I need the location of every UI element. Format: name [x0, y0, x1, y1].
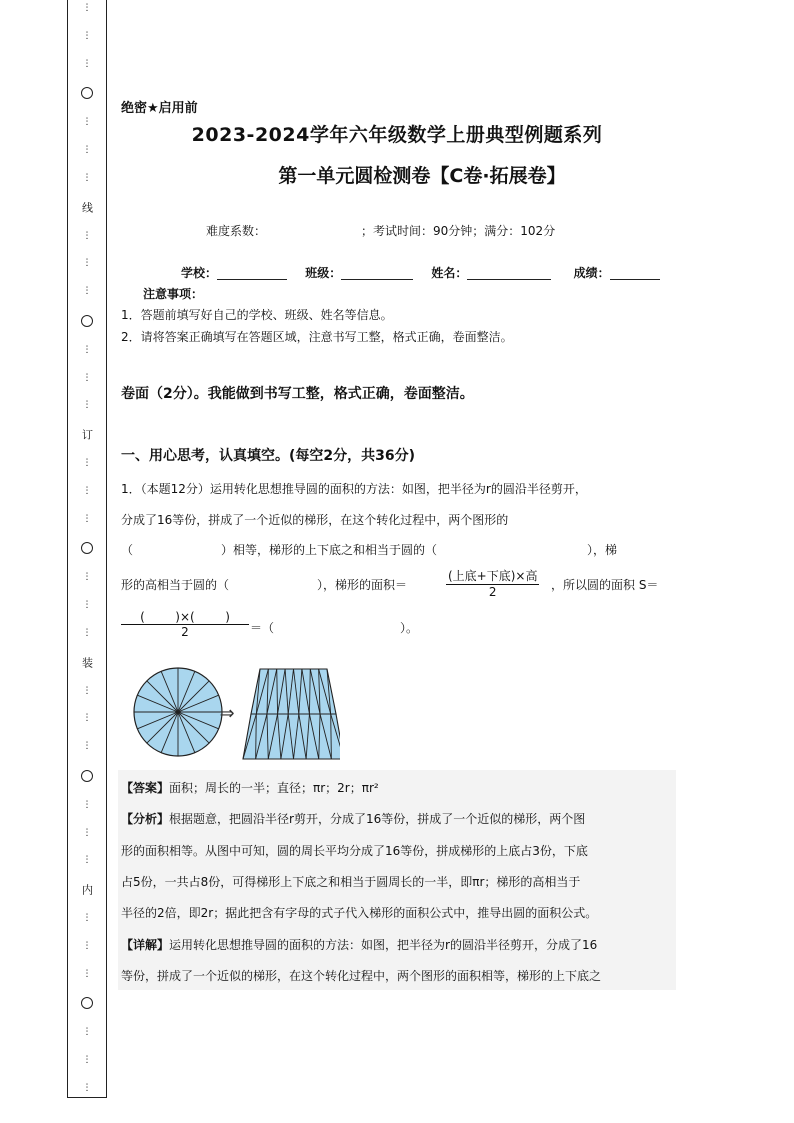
school-blank[interactable]	[217, 266, 287, 280]
binding-dots: ⋮	[82, 968, 92, 979]
section1-heading: 一、用心思考，认真填空。(每空2分，共36分)	[121, 448, 416, 464]
binding-dots: ⋮	[82, 230, 92, 241]
binding-dots: ⋮	[82, 258, 92, 269]
analysis-line: 占5份，一共占8份，可得梯形上下底之和相当于圆周长的一半，即πr；梯形的高相当于	[121, 875, 581, 889]
binding-dots: ⋮	[82, 372, 92, 383]
detail-label: 【详解】	[121, 938, 170, 952]
binding-dots: ⋮	[82, 741, 92, 752]
class-label: 班级：	[305, 266, 342, 280]
fraction-denominator: 2	[181, 625, 189, 639]
binding-dots: ⋮	[82, 117, 92, 128]
analysis-line: 形的面积相等。从图中可知，圆的周长平均分成了16等份，拼成梯形的上底占3份，下底	[121, 844, 588, 858]
binding-dots: ⋮	[82, 913, 92, 923]
question1-line1: 1．（本题12分）运用转化思想推导圆的面积的方法：如图，把半径为r的圆沿半径剪开，	[121, 482, 587, 496]
binding-dots: ⋮	[82, 572, 92, 583]
q1-text-segment: 形的高相当于圆的（	[121, 578, 230, 592]
scroll-note: 卷面（2分）。我能做到书写工整，格式正确，卷面整洁。	[121, 386, 474, 402]
question1-line4	[121, 576, 407, 593]
difficulty-label: 难度系数：	[206, 224, 267, 238]
q1-text-segment: ，所以圆的面积 S＝	[551, 578, 659, 592]
answer-label: 【答案】	[121, 781, 170, 795]
binding-dots: ⋮	[82, 400, 92, 411]
student-fields	[181, 264, 660, 281]
binding-dots: ⋮	[82, 713, 92, 724]
analysis-line: 半径的2倍，即2r；据此把含有字母的式子代入梯形的面积公式中，推导出圆的面积公式。	[121, 906, 598, 920]
binding-circle-icon	[81, 87, 93, 99]
note-item: 1．答题前填写好自己的学校、班级、姓名等信息。	[121, 308, 393, 322]
q1-text-segment: ），梯	[587, 543, 618, 557]
exam-title: 2023-2024学年六年级数学上册典型例题系列	[191, 124, 603, 146]
score-label: 成绩：	[573, 266, 610, 280]
question1-line3	[121, 541, 617, 558]
binding-dots: ⋮	[82, 513, 92, 524]
secret-label: 绝密★启用前	[121, 101, 198, 116]
answer-text: 面积；周长的一半；直径；πr；2r；πr²	[169, 781, 379, 795]
answer-line	[121, 779, 379, 796]
binding-dots: ⋮	[82, 30, 92, 41]
binding-dots: ⋮	[82, 286, 92, 297]
binding-circle-icon	[81, 542, 93, 554]
binding-dots: ⋮	[82, 145, 92, 156]
binding-circle-icon	[81, 770, 93, 782]
transform-arrow: ⇒	[219, 703, 235, 724]
analysis-text: 根据题意，把圆沿半径r剪开，分成了16等份，拼成了一个近似的梯形，两个图	[169, 812, 586, 826]
name-label: 姓名：	[431, 266, 468, 280]
paren-open: （	[121, 543, 134, 557]
detail-text: 运用转化思想推导圆的面积的方法：如图，把半径为r的圆沿半径剪开，分成了16	[169, 938, 598, 952]
exam-subtitle: 第一单元圆检测卷【C卷·拓展卷】	[278, 165, 566, 187]
binding-dots: ⋮	[82, 458, 92, 468]
q1-text-segment: ）相等，梯形的上下底之和相当于圆的（	[221, 543, 438, 557]
binding-char: 内	[80, 884, 94, 896]
binding-dots: ⋮	[82, 600, 92, 611]
binding-dots: ⋮	[82, 799, 92, 810]
q1-text-segment: ），梯形的面积＝	[317, 578, 408, 592]
question1-line2: 分成了16等份，拼成了一个近似的梯形，在这个转化过程中，两个图形的	[121, 513, 509, 527]
class-blank[interactable]	[341, 266, 413, 280]
binding-circle-icon	[81, 315, 93, 327]
binding-circle-icon	[81, 997, 93, 1009]
detail-line: 等份，拼成了一个近似的梯形，在这个转化过程中，两个图形的面积相等，梯形的上下底之	[121, 969, 602, 983]
binding-dots: ⋮	[82, 344, 92, 355]
binding-dots: ⋮	[82, 3, 92, 13]
circle-to-trapezoid-figure	[130, 664, 340, 764]
trapezoid-strips	[243, 669, 340, 759]
binding-dots: ⋮	[82, 1027, 92, 1038]
fraction-numerator[interactable]: ( )×( )	[121, 610, 249, 625]
circle-area-fraction	[121, 610, 249, 639]
binding-dots: ⋮	[82, 685, 92, 696]
binding-dots: ⋮	[82, 1082, 92, 1093]
binding-char: 订	[80, 429, 94, 441]
exam-meta	[206, 222, 555, 239]
q1-text-segment: ＝（	[250, 621, 275, 635]
detail-line	[121, 936, 597, 953]
score-blank[interactable]	[610, 266, 660, 280]
binding-dots: ⋮	[82, 940, 92, 951]
binding-dots: ⋮	[82, 855, 92, 866]
binding-dots: ⋮	[82, 1055, 92, 1066]
exam-info: ；考试时间：90分钟；满分：102分	[361, 224, 556, 238]
binding-dots: ⋮	[82, 58, 92, 69]
analysis-label: 【分析】	[121, 812, 170, 826]
binding-char: 装	[80, 656, 94, 668]
binding-dots: ⋮	[82, 627, 92, 638]
notes-heading: 注意事项：	[143, 287, 204, 301]
binding-dots: ⋮	[82, 485, 92, 496]
q1-text-segment: ）。	[400, 621, 419, 635]
divided-circle	[134, 668, 222, 756]
trapezoid-row	[251, 669, 336, 714]
trapezoid-area-fraction	[446, 567, 539, 599]
fraction-denominator: 2	[488, 585, 497, 599]
fraction-numerator: (上底+下底)×高	[448, 569, 538, 583]
binding-dots: ⋮	[82, 172, 92, 183]
analysis-line	[121, 810, 585, 827]
binding-dots: ⋮	[82, 827, 92, 838]
binding-char: 线	[80, 201, 94, 213]
note-item: 2．请将答案正确填写在答题区域，注意书写工整，格式正确，卷面整洁。	[121, 330, 513, 344]
school-label: 学校：	[181, 266, 218, 280]
question1-line5	[250, 619, 418, 636]
name-blank[interactable]	[467, 266, 551, 280]
